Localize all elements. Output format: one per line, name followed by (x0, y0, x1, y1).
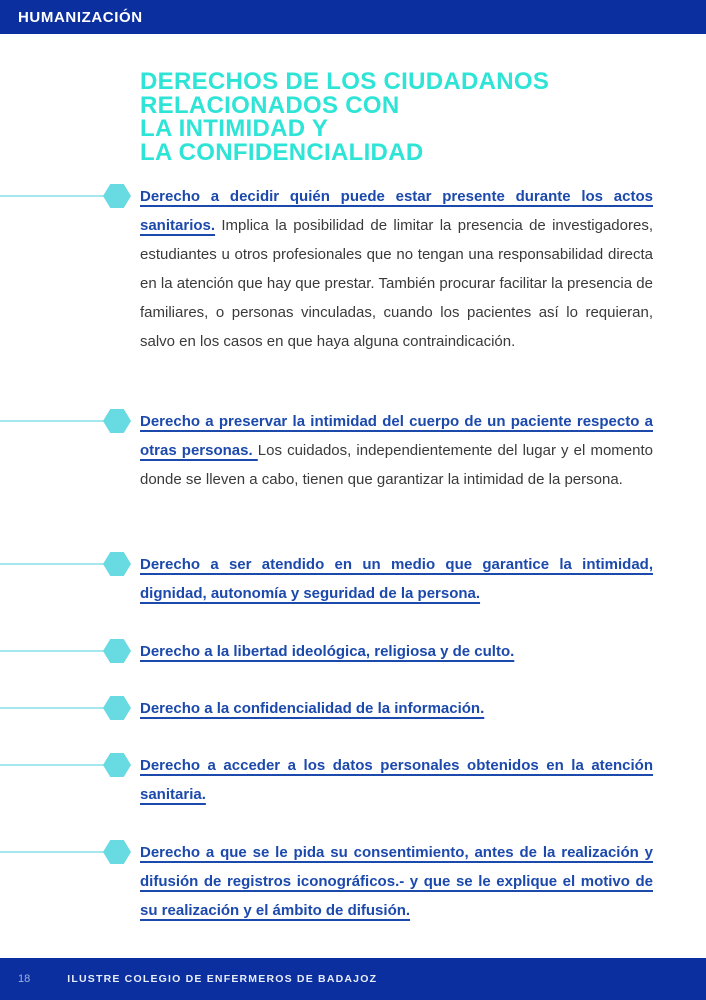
list-item (0, 637, 706, 666)
page-number: 18 (18, 973, 31, 985)
list-item (0, 550, 706, 608)
footer-bar (0, 958, 706, 1000)
list-item (0, 182, 706, 356)
right-heading: Derecho a la confidencialidad de la información. (140, 700, 485, 717)
list-item (0, 838, 706, 925)
right-heading: Derecho a preservar la intimidad del cuerpo de un paciente respecto a otras personas. (140, 413, 653, 459)
page-title-line: DERECHOS DE LOS CIUDADANOS (140, 68, 550, 95)
right-heading: Derecho a la libertad ideológica, religiosa y de culto. (140, 643, 515, 660)
header-section-title: HUMANIZACIÓN (18, 8, 143, 26)
bullet-hexagon-icon (0, 409, 131, 433)
bullet-hexagon-icon (0, 696, 131, 720)
bullet-hexagon-icon (0, 639, 131, 663)
page-title-line: RELACIONADOS CON (140, 91, 400, 119)
list-item (0, 751, 706, 809)
list-item (0, 694, 706, 723)
right-heading: Derecho a decidir quién puede estar presente durante los actos sanitarios. (140, 188, 653, 234)
list-item (0, 407, 706, 494)
page-title (140, 70, 660, 164)
page-title-line: LA INTIMIDAD Y (140, 115, 329, 142)
footer-organization: ILUSTRE COLEGIO DE ENFERMEROS DE BADAJOZ (67, 973, 378, 985)
bullet-hexagon-icon (0, 184, 131, 208)
bullet-hexagon-icon (0, 552, 131, 576)
page-title-line: LA CONFIDENCIALIDAD (140, 138, 424, 166)
right-heading: Derecho a acceder a los datos personales obtenidos en la atención sanitaria. (140, 757, 653, 803)
right-description: Los cuidados, independientemente del lugar y el momento donde se lleven a cabo, tienen que garantizar la intimidad de la persona. (140, 442, 653, 488)
header-bar (0, 0, 706, 34)
bullet-hexagon-icon (0, 840, 131, 864)
right-heading: Derecho a que se le pida su consentimiento, antes de la realización y difusión de registros iconográficos.- y que se le explique el motivo de su realización y el ámbito de difusión. (140, 844, 653, 919)
bullet-hexagon-icon (0, 753, 131, 777)
right-heading: Derecho a ser atendido en un medio que garantice la intimidad, dignidad, autonomía y seguridad de la persona. (140, 556, 653, 602)
right-description: Implica la posibilidad de limitar la presencia de investigadores, estudiantes u otros profesionales que no tengan una responsabilidad directa en la atención que hay que prestar. También procurar facilitar la presencia de familiares, o personas vinculadas, cuando los pacientes así lo requieran, salvo en los casos en que haya alguna contraindicación. (140, 217, 653, 350)
